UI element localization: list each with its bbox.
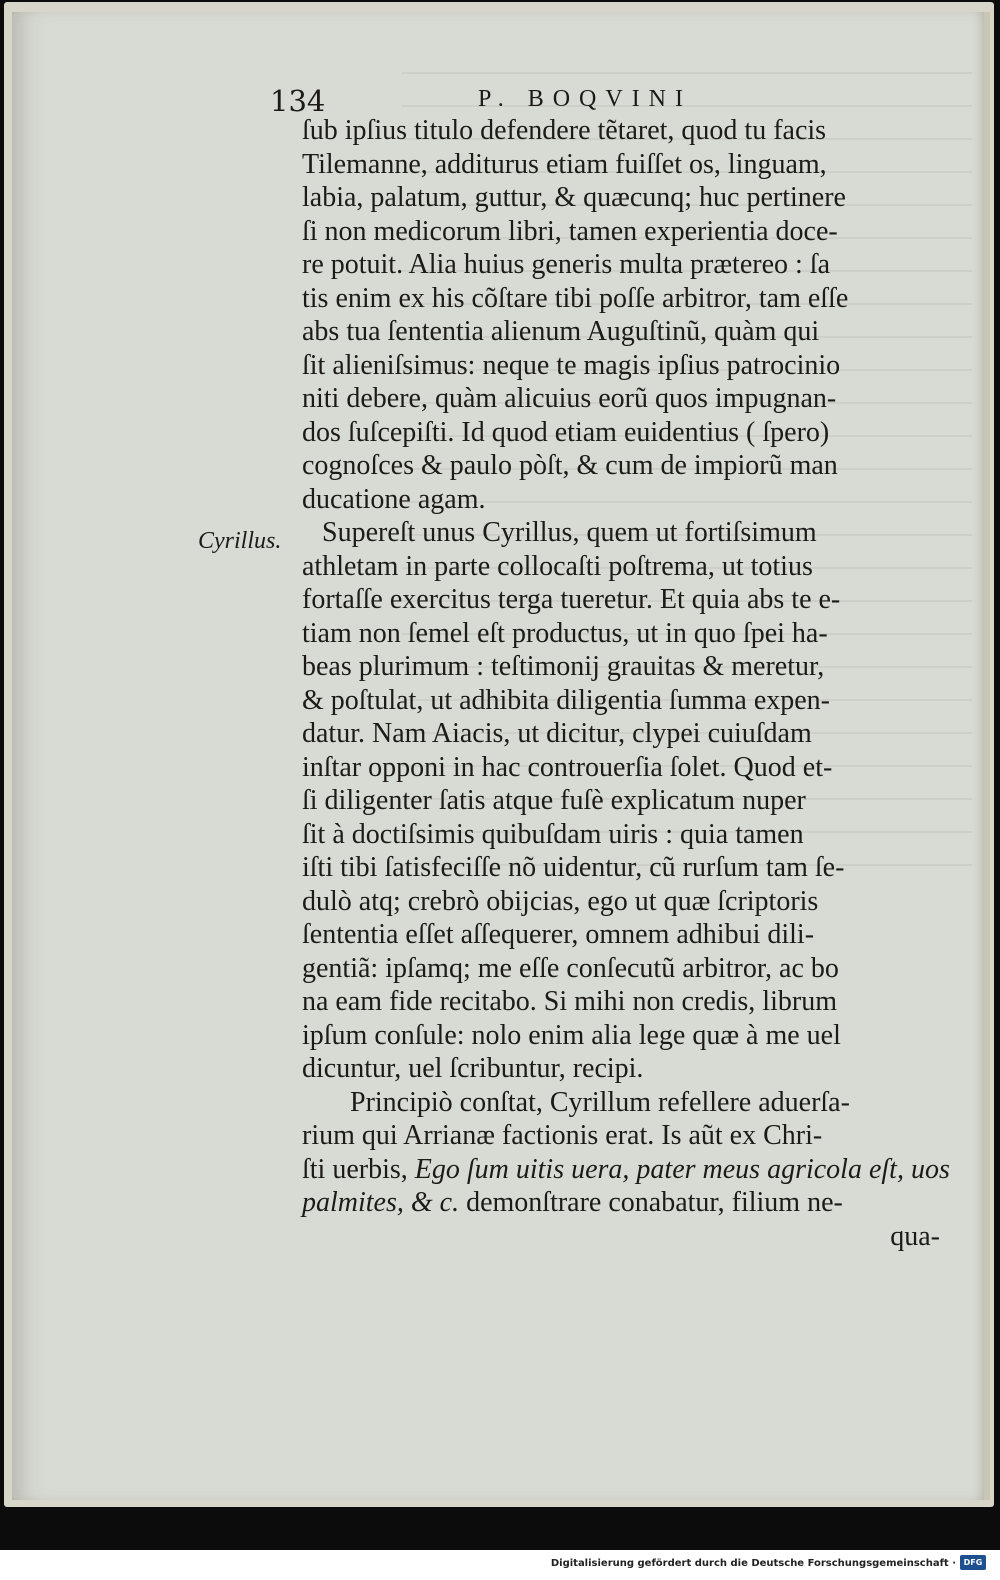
text-fragment: demonſtrare conabatur, filium ne- <box>466 1187 843 1218</box>
body-text <box>240 114 950 1253</box>
text-line: Supereſt unus Cyrillus, quem ut fortiſsimum <box>322 517 817 548</box>
text-line: niti debere, quàm alicuius eorũ quos impugnan- <box>302 383 837 414</box>
running-head: P. BOQVINI <box>478 86 693 112</box>
text-line: & poſtulat, ut adhibita diligentia ſumma expen- <box>302 684 830 716</box>
funding-credit: Digitalisierung gefördert durch die Deutsche Forschungsgemeinschaft · <box>550 1558 956 1569</box>
text-line: re potuit. Alia huius generis multa prætereo : ſa <box>302 249 830 280</box>
text-line: ſub ipſius titulo defendere tẽtaret, quod tu facis <box>302 115 827 146</box>
dfg-logo-icon: DFG <box>960 1555 986 1570</box>
text-line: datur. Nam Aiacis, ut dicitur, clypei cuiuſdam <box>302 718 812 749</box>
text-line: ducatione agam. <box>302 483 486 515</box>
text-line: tiam non ſemel eſt productus, ut in quo ſpei ha- <box>302 617 828 649</box>
footer-bar <box>0 1550 1000 1580</box>
text-line: inſtar opponi in hac controuerſia ſolet. Quod et- <box>302 751 833 783</box>
text-line: cognoſces & paulo pòſt, & cum de impiorũ man <box>302 450 838 481</box>
text-line: ſententia eſſet aſſequerer, omnem adhibui dili- <box>302 919 815 950</box>
quotation-italic: palmites, & c. <box>302 1187 460 1218</box>
text-line: ſit à doctiſsimis quibuſdam uiris : quia tamen <box>302 818 804 850</box>
text-line: dos ſuſcepiſti. Id quod etiam euidentius ( ſpero) <box>302 416 830 448</box>
text-line: abs tua ſententia alienum Auguſtinũ, quàm qui <box>302 316 820 347</box>
catchword: qua- <box>890 1220 940 1252</box>
text-line: beas plurimum : teſtimonij grauitas & meretur, <box>302 651 825 682</box>
page-number: 134 <box>270 84 326 118</box>
text-line: tis enim ex his cõſtare tibi poſſe arbitror, tam eſſe <box>302 282 849 314</box>
quotation-italic: Ego ſum uitis uera, pater meus agricola eſt, uos <box>414 1153 950 1185</box>
text-line: Principiò conſtat, Cyrillum refellere aduerſa- <box>350 1086 850 1118</box>
text-line: rium qui Arrianæ factionis erat. Is aũt ex Chri- <box>302 1120 823 1151</box>
text-line: dicuntur, uel ſcribuntur, recipi. <box>302 1053 644 1084</box>
text-line: ſi non medicorum libri, tamen experientia doce- <box>302 215 838 247</box>
text-line: ipſum conſule: nolo enim alia lege quæ à me uel <box>302 1019 841 1051</box>
text-line: dulò atq; crebrò obijcias, ego ut quæ ſcriptoris <box>302 885 819 917</box>
text-line: na eam fide recitabo. Si mihi non credis, librum <box>302 986 837 1017</box>
text-line <box>240 1153 950 1187</box>
text-line: Tilemanne, additurus etiam fuiſſet os, linguam, <box>302 148 827 180</box>
text-line: athletam in parte collocaſti poſtrema, ut totius <box>302 550 813 582</box>
text-line: ſi diligenter ſatis atque fuſè explicatum nuper <box>302 785 806 816</box>
text-line: labia, palatum, guttur, & quæcunq; huc pertinere <box>302 182 846 213</box>
margin-note: Cyrillus. <box>198 528 282 554</box>
text-line: ſit alieniſsimus: neque te magis ipſius patrocinio <box>302 349 841 381</box>
text-line: gentiã: ipſamq; me eſſe conſecutũ arbitror, ac bo <box>302 952 839 984</box>
text-line: fortaſſe exercitus terga tueretur. Et quia abs te e- <box>302 584 841 615</box>
text-line: iſti tibi ſatisfeciſſe nõ uidentur, cũ rurſum tam ſe- <box>302 852 845 883</box>
text-fragment: ſti uerbis, <box>302 1153 408 1185</box>
text-line <box>240 1186 940 1220</box>
